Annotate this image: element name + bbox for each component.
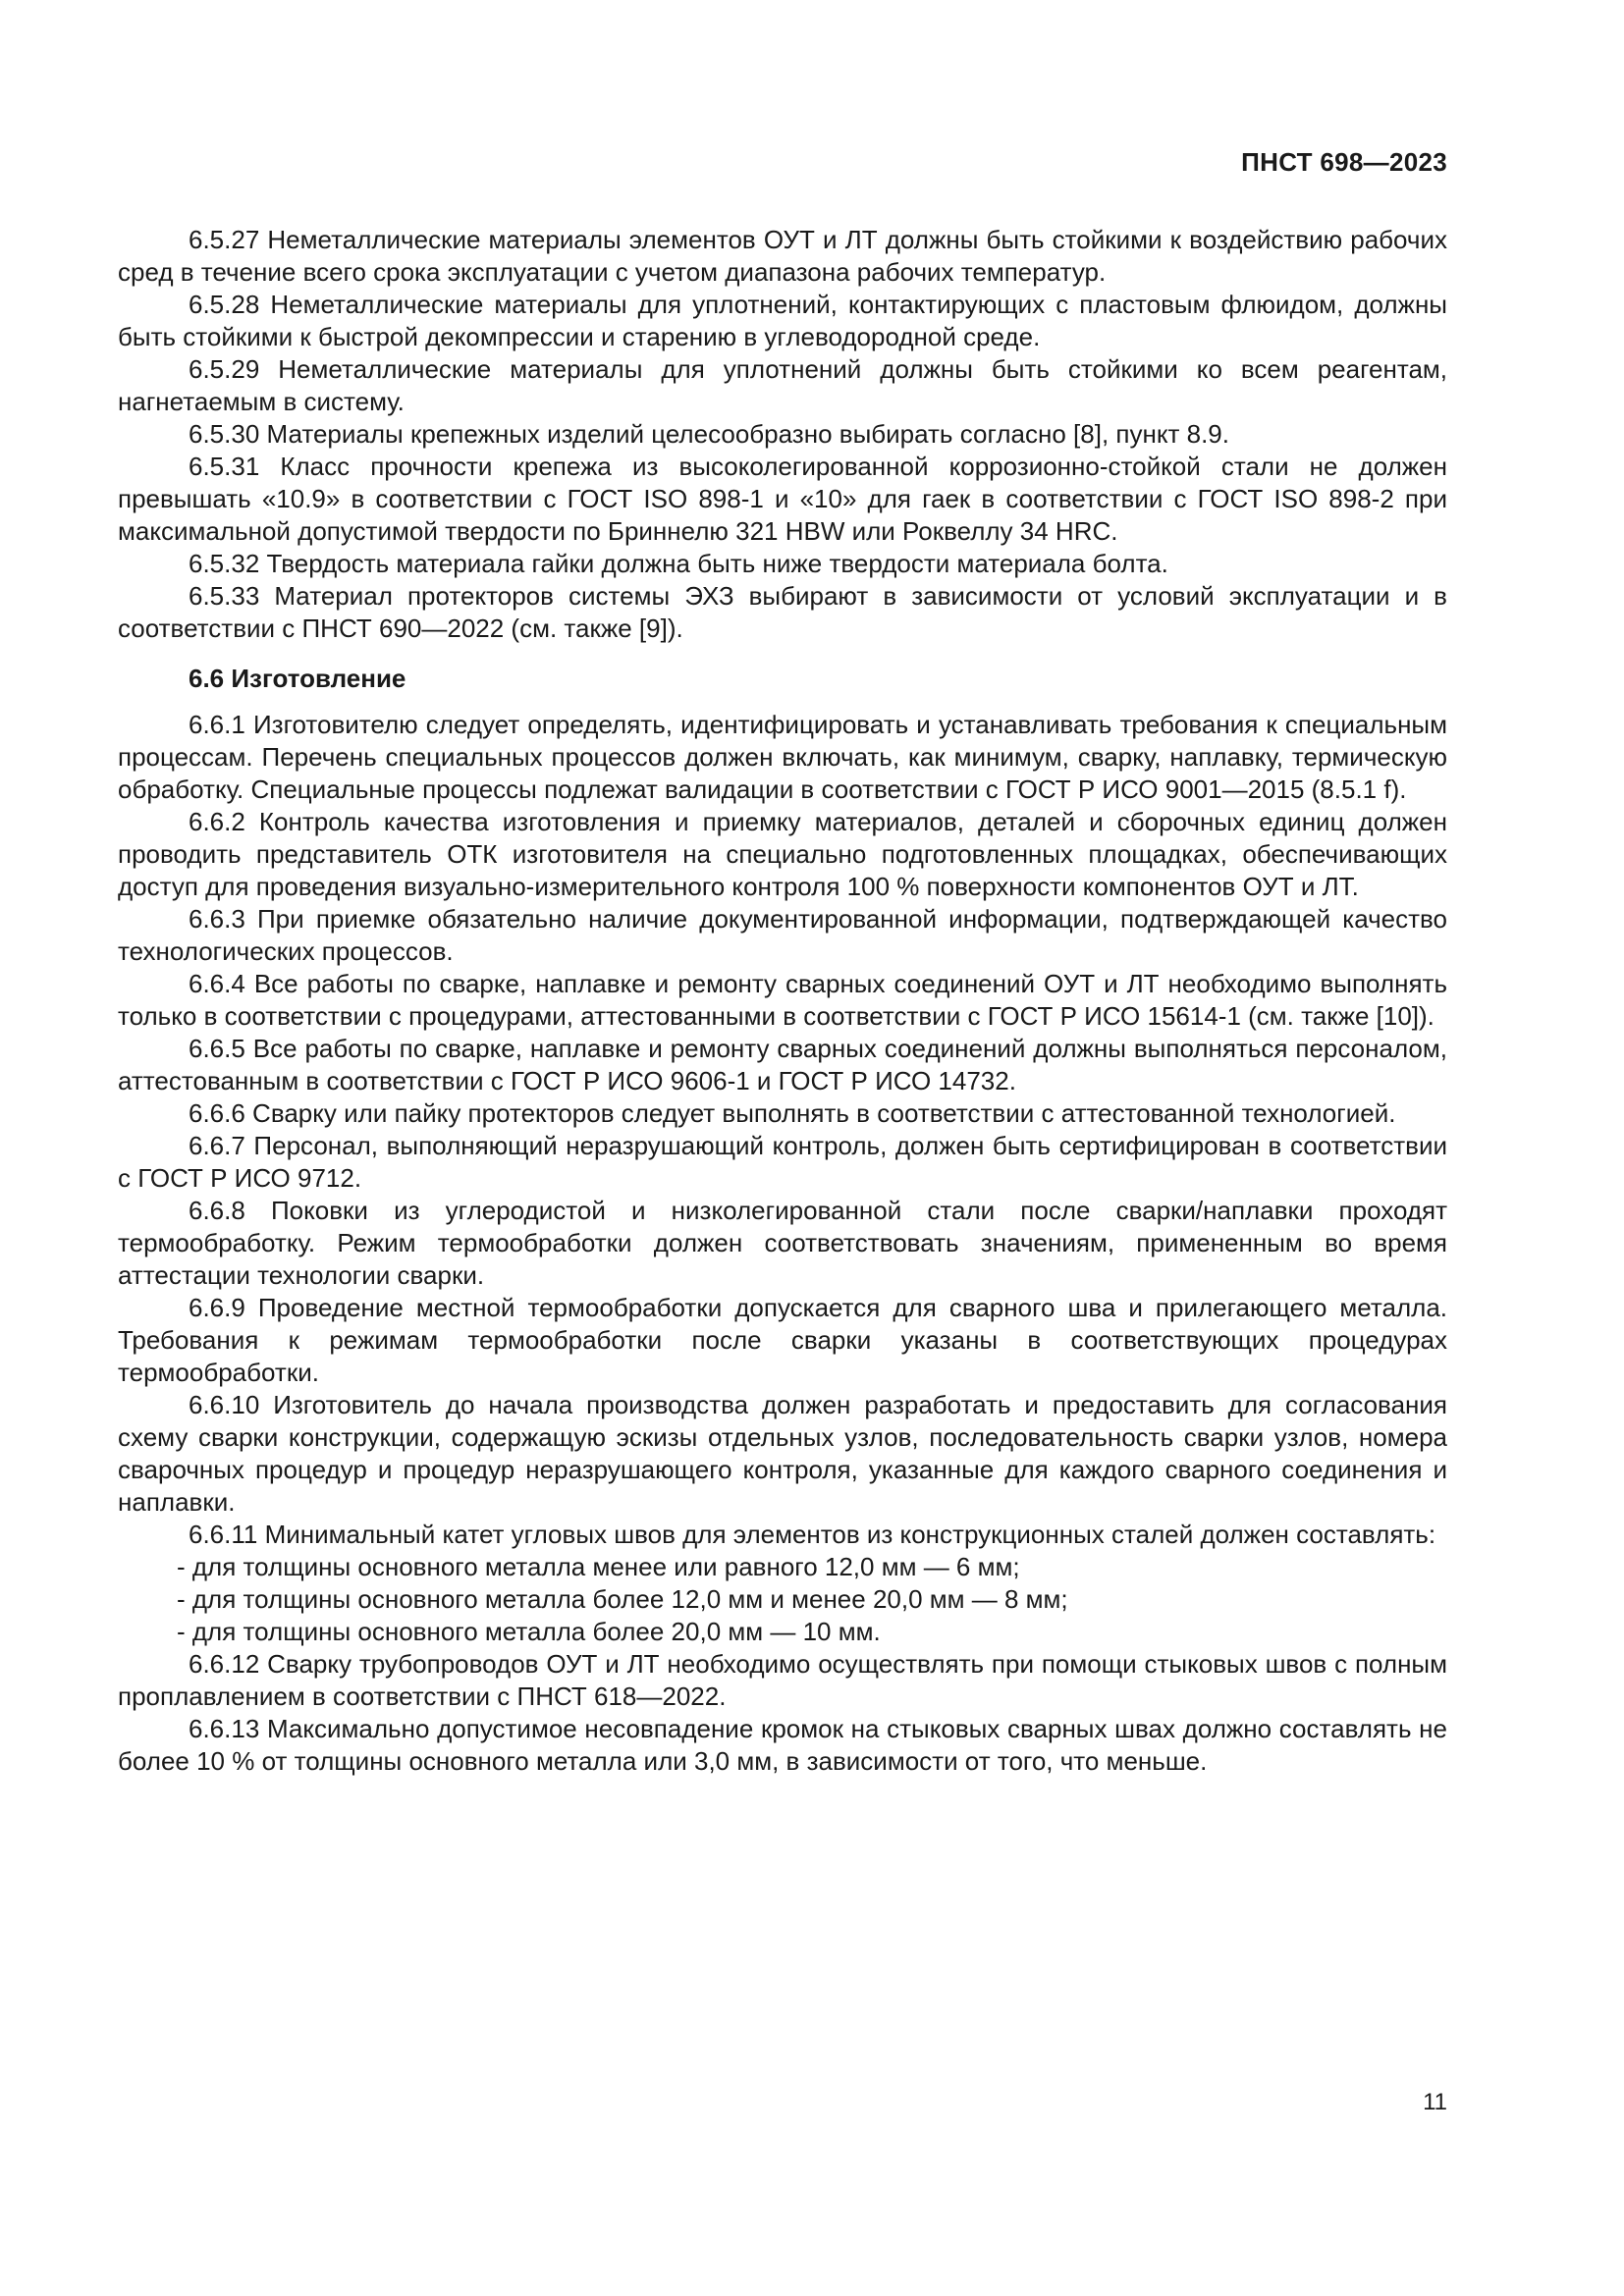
paragraph-6-6-13: 6.6.13 Максимально допустимое несовпадение кромок на стыковых сварных швах должно составлять не более 10 % от толщины основного металла или 3,0 мм, в зависимости от того, что меньше.	[118, 1714, 1447, 1776]
paragraph-6-5-33: 6.5.33 Материал протекторов системы ЭХЗ выбирают в зависимости от условий эксплуатации и в соответствии с ПНСТ 690—2022 (см. также [9]).	[118, 581, 1447, 643]
paragraph-6-5-29: 6.5.29 Неметаллические материалы для уплотнений должны быть стойкими ко всем реагентам, нагнетаемым в систему.	[118, 354, 1447, 416]
paragraph-6-6-7: 6.6.7 Персонал, выполняющий неразрушающий контроль, должен быть сертифицирован в соответствии с ГОСТ Р ИСО 9712.	[118, 1131, 1447, 1193]
list-item: - для толщины основного металла более 20,0 мм — 10 мм.	[177, 1617, 881, 1646]
paragraph-6-6-5: 6.6.5 Все работы по сварке, наплавке и ремонту сварных соединений должны выполняться персоналом, аттестованным в соответствии с ГОСТ Р ИСО 9606-1 и ГОСТ Р ИСО 14732.	[118, 1034, 1447, 1095]
paragraph-6-6-8: 6.6.8 Поковки из углеродистой и низколегированной стали после сварки/наплавки проходят термообработку. Режим термообработки должен соответствовать значениям, примененным во время аттестации технологии сварки.	[118, 1196, 1447, 1290]
section-title-6-6: 6.6 Изготовление	[189, 664, 406, 693]
list-item: - для толщины основного металла менее или равного 12,0 мм — 6 мм;	[177, 1552, 1020, 1581]
list-item: - для толщины основного металла более 12,0 мм и менее 20,0 мм — 8 мм;	[177, 1584, 1068, 1614]
page-content	[118, 224, 1447, 1778]
paragraph-6-6-9: 6.6.9 Проведение местной термообработки допускается для сварного шва и прилегающего металла. Требования к режимам термообработки после сварки указаны в соответствующих процедурах термообработки.	[118, 1293, 1447, 1387]
paragraph-6-6-12: 6.6.12 Сварку трубопроводов ОУТ и ЛТ необходимо осуществлять при помощи стыковых швов с полным проплавлением в соответствии с ПНСТ 618—2022.	[118, 1649, 1447, 1711]
document-code: ПНСТ 698—2023	[1241, 147, 1447, 177]
paragraph-6-6-6: 6.6.6 Сварку или пайку протекторов следует выполнять в соответствии с аттестованной технологией.	[189, 1098, 1396, 1128]
paragraph-6-6-11: 6.6.11 Минимальный катет угловых швов для элементов из конструкционных сталей должен составлять:	[189, 1520, 1436, 1549]
paragraph-6-5-32: 6.5.32 Твердость материала гайки должна быть ниже твердости материала болта.	[189, 549, 1168, 578]
paragraph-6-5-30: 6.5.30 Материалы крепежных изделий целесообразно выбирать согласно [8], пункт 8.9.	[189, 419, 1229, 449]
paragraph-6-6-1: 6.6.1 Изготовителю следует определять, идентифицировать и устанавливать требования к специальным процессам. Перечень специальных процессов должен включать, как минимум, сварку, наплавку, термическую обработку. Специальные процессы подлежат валидации в соответствии с ГОСТ Р ИСО 9001—2015 (8.5.1 f).	[118, 710, 1447, 804]
paragraph-6-5-31: 6.5.31 Класс прочности крепежа из высоколегированной коррозионно-стойкой стали не должен превышать «10.9» в соответствии с ГОСТ ISO 898-1 и «10» для гаек в соответствии с ГОСТ ISO 898-2 при максимальной допустимой твердости по Бриннелю 321 HBW или Роквеллу 34 HRC.	[118, 452, 1447, 546]
paragraph-6-6-2: 6.6.2 Контроль качества изготовления и приемку материалов, деталей и сборочных единиц должен проводить представитель ОТК изготовителя на специально подготовленных площадках, обеспечивающих доступ для проведения визуально-измерительного контроля 100 % поверхности компонентов ОУТ и ЛТ.	[118, 807, 1447, 901]
paragraph-6-5-27: 6.5.27 Неметаллические материалы элементов ОУТ и ЛТ должны быть стойкими к воздействию рабочих сред в течение всего срока эксплуатации с учетом диапазона рабочих температур.	[118, 225, 1447, 287]
paragraph-6-5-28: 6.5.28 Неметаллические материалы для уплотнений, контактирующих с пластовым флюидом, должны быть стойкими к быстрой декомпрессии и старению в углеводородной среде.	[118, 290, 1447, 351]
paragraph-6-6-3: 6.6.3 При приемке обязательно наличие документированной информации, подтверждающей качество технологических процессов.	[118, 904, 1447, 966]
page-number: 11	[1423, 2089, 1447, 2115]
paragraph-6-6-4: 6.6.4 Все работы по сварке, наплавке и ремонту сварных соединений ОУТ и ЛТ необходимо выполнять только в соответствии с процедурами, аттестованными в соответствии с ГОСТ Р ИСО 15614-1 (см. также [10]).	[118, 969, 1447, 1031]
paragraph-6-6-10: 6.6.10 Изготовитель до начала производства должен разработать и предоставить для согласования схему сварки конструкции, содержащую эскизы отдельных узлов, последовательность сварки узлов, номера сварочных процедур и процедур неразрушающего контроля, указанные для каждого сварного соединения и наплавки.	[118, 1390, 1447, 1517]
